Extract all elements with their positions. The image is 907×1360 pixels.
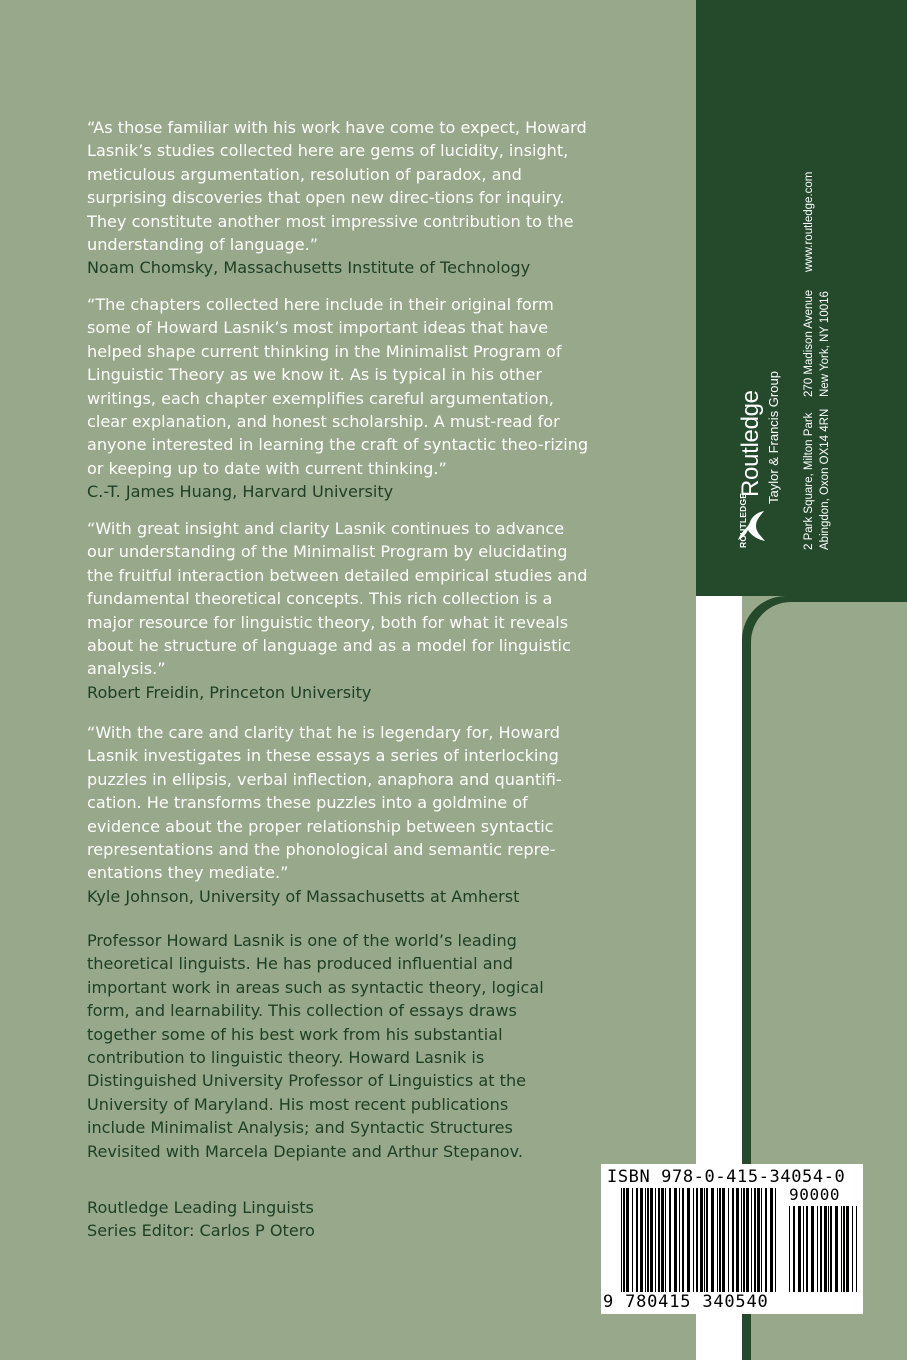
quote-text: “The chapters collected here include in their original form some of Howard Lasnik’s most important ideas that have helped shape current thinking in the Minimalist Program of Linguistic Theory as we know it. As is typical in his other writings, each chapter exemplifies careful argumentation, clear explanation, and honest scholarship. A must-read for anyone interested in learning the craft of syntactic theo-rizing or keeping up to date with current thinking.”: [87, 295, 589, 478]
logo-group-name: Taylor & Francis Group: [766, 371, 781, 504]
quote-text: “With the care and clarity that he is legendary for, Howard Lasnik investigates in these essays a series of interlocking puzzles in ellipsis, verbal inflection, anaphora and quantifi-cation. He transforms these puzzles into a goldmine of evidence about the proper relationship between syntactic representations and the phonological and semantic repre-entations they mediate.”: [87, 723, 562, 883]
quote-block-4: [87, 721, 593, 908]
series-block: [87, 1196, 593, 1243]
quote-attribution: Robert Freidin, Princeton University: [87, 682, 372, 702]
isbn-number: ISBN 978-0-415-34054-0: [607, 1167, 846, 1187]
logo-wordmark: Routledge: [737, 390, 764, 497]
price-addon-code: 90000: [789, 1185, 841, 1204]
quote-attribution: Noam Chomsky, Massachusetts Institute of Technology: [87, 258, 531, 278]
series-editor: Series Editor: Carlos P Otero: [87, 1221, 315, 1241]
address-us-line-2: New York, NY 10016: [819, 291, 831, 397]
quote-text: “As those familiar with his work have come to expect, Howard Lasnik’s studies collected here are gems of lucidity, insight, meticulous argumentation, resolution of paradox, and surprising discoveries that open new direc-tions for inquiry. They constitute another most impressive contribution to the understanding of language.”: [87, 118, 587, 255]
quote-attribution: C.-T. James Huang, Harvard University: [87, 482, 394, 502]
quote-block-2: [87, 293, 593, 504]
series-name: Routledge Leading Linguists: [87, 1198, 314, 1217]
logo-wordmark-small: ROUTLEDGE: [738, 492, 748, 548]
author-bio: Professor Howard Lasnik is one of the world’s leading theoretical linguists. He has produced influential and important work in areas such as syntactic theory, logical form, and learnability. This collection of essays draws together some of his best work from his substantial contribution to linguistic theory. Howard Lasnik is Distinguished University Professor of Linguistics at the University of Maryland. His most recent publications include Minimalist Analysis; and Syntactic Structures Revisited with Marcela Depiante and Arthur Stepanov.: [87, 931, 544, 1161]
ean-number: 9 780415 340540: [603, 1292, 769, 1312]
address-uk-line-1: 2 Park Square, Milton Park: [803, 412, 815, 550]
address-uk-line-2: Abingdon, Oxon OX14 4RN: [819, 408, 831, 550]
address-us-line-1: 270 Madison Avenue: [803, 289, 815, 397]
quote-text: “With great insight and clarity Lasnik continues to advance our understanding of the Minimalist Program by elucidating the fruitful interaction between detailed empirical studies and fundamental theoretical concepts. This rich collection is a major resource for linguistic theory, both for what it reveals about he structure of language and as a model for linguistic analysis.”: [87, 519, 588, 679]
isbn-barcode: [601, 1164, 863, 1314]
quote-block-3: [87, 517, 593, 704]
publisher-website: www.routledge.com: [803, 171, 815, 272]
quote-attribution: Kyle Johnson, University of Massachusetts at Amherst: [87, 886, 520, 906]
quote-block-1: [87, 116, 593, 280]
author-bio-block: [87, 929, 557, 1163]
